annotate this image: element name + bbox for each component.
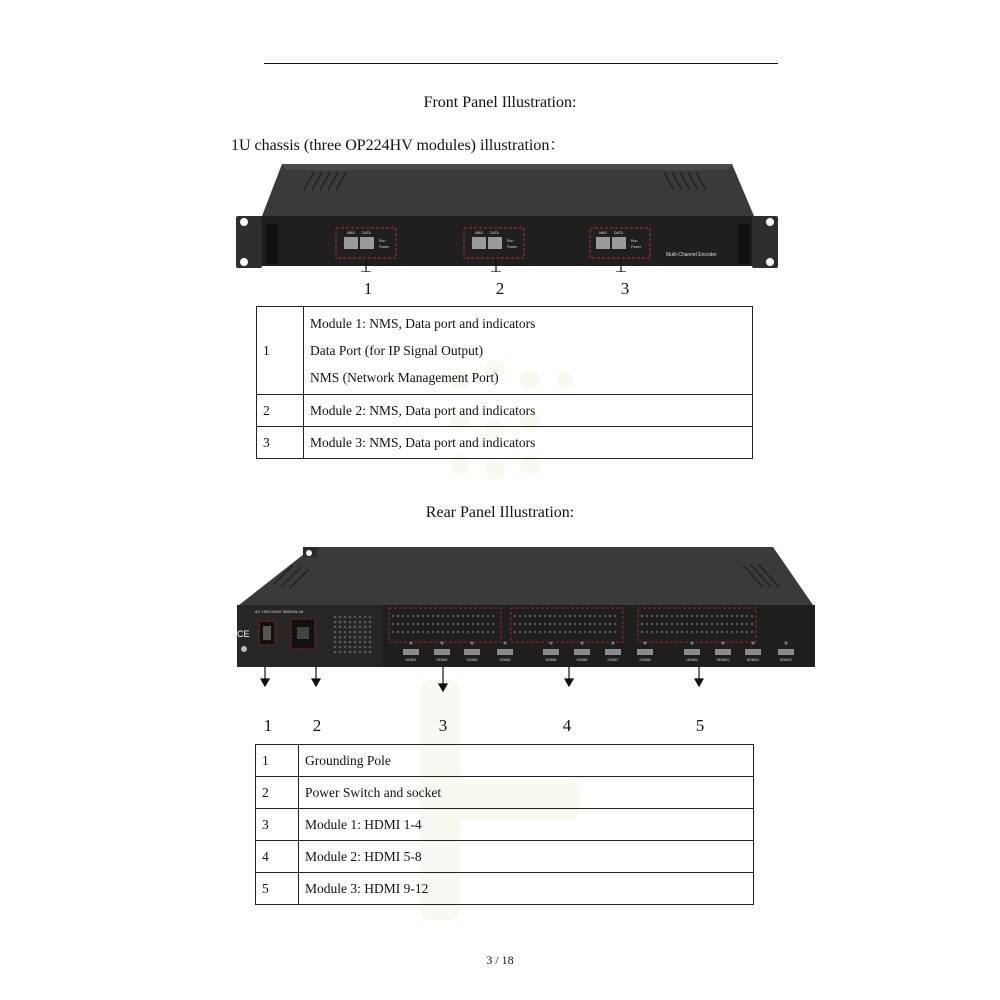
svg-text:HDMI2: HDMI2 xyxy=(436,658,448,662)
svg-text:Power: Power xyxy=(507,245,517,249)
power-rating: AC 100V-240V 50/60Hz 2A xyxy=(255,609,304,614)
svg-text:HDMI4: HDMI4 xyxy=(499,658,511,662)
svg-text:HDMI5: HDMI5 xyxy=(545,658,557,662)
svg-text:HDMI1: HDMI1 xyxy=(405,658,417,662)
page-number: 3 / 18 xyxy=(486,953,514,967)
front-callout-2: 2 xyxy=(495,279,505,298)
rear-callout-1: 1 xyxy=(263,716,273,735)
row-description: Module 3: NMS, Data port and indicators xyxy=(304,427,753,459)
rear-callout-5: 5 xyxy=(695,716,705,735)
svg-text:DATA: DATA xyxy=(362,231,371,235)
row-description: Module 3: HDMI 9-12 xyxy=(299,873,754,905)
device-label: Multi-Channel Encoder xyxy=(666,252,717,258)
rear-panel-title: Rear Panel Illustration: xyxy=(425,504,575,521)
svg-text:Power: Power xyxy=(631,245,641,249)
header-rule xyxy=(264,63,778,64)
ground-icon xyxy=(241,646,247,652)
row-description: Power Switch and socket xyxy=(299,777,754,809)
rear-panel-table xyxy=(255,744,754,905)
svg-text:Run: Run xyxy=(379,239,386,243)
rear-callout-4: 4 xyxy=(562,716,572,735)
svg-text:NMS: NMS xyxy=(599,231,607,235)
table-row xyxy=(257,307,753,395)
svg-text:Run: Run xyxy=(631,239,638,243)
row-number: 3 xyxy=(256,809,299,841)
table-row xyxy=(257,395,753,427)
svg-text:HDMI7: HDMI7 xyxy=(607,658,619,662)
svg-text:HDMI9: HDMI9 xyxy=(686,658,698,662)
svg-text:HDMI3: HDMI3 xyxy=(466,658,478,662)
row-number: 1 xyxy=(257,307,304,395)
front-panel-table xyxy=(256,306,753,459)
row-description: Module 2: NMS, Data port and indicators xyxy=(304,395,753,427)
row-number: 1 xyxy=(256,745,299,777)
row-description: Module 2: HDMI 5-8 xyxy=(299,841,754,873)
rear-panel-illustration xyxy=(233,545,817,695)
row-description: Module 1: NMS, Data port and indicators Data Port (for IP Signal Output) NMS (Network Management Port) xyxy=(304,307,753,395)
ce-mark: CE xyxy=(237,629,250,639)
front-callout-1: 1 xyxy=(363,279,373,298)
svg-text:HDMI11: HDMI11 xyxy=(746,658,760,662)
rear-callout-2: 2 xyxy=(312,716,322,735)
table-row xyxy=(256,745,754,777)
row-number: 3 xyxy=(257,427,304,459)
table-row xyxy=(256,777,754,809)
svg-text:DATA: DATA xyxy=(490,231,499,235)
front-panel-title: Front Panel Illustration: xyxy=(423,94,577,111)
table-row xyxy=(256,841,754,873)
svg-text:HDMI10: HDMI10 xyxy=(716,658,730,662)
svg-text:Run: Run xyxy=(507,239,514,243)
svg-text:HDMI6: HDMI6 xyxy=(576,658,588,662)
table-row xyxy=(256,809,754,841)
row-number: 2 xyxy=(256,777,299,809)
front-panel-illustration xyxy=(234,160,780,272)
front-panel-subtitle: 1U chassis (three OP224HV modules) illustration： xyxy=(231,137,566,154)
svg-text:NMS: NMS xyxy=(475,231,483,235)
rear-callout-3: 3 xyxy=(438,716,448,735)
svg-text:DATA: DATA xyxy=(614,231,623,235)
front-callout-3: 3 xyxy=(620,279,630,298)
row-number: 5 xyxy=(256,873,299,905)
row-description: Module 1: HDMI 1-4 xyxy=(299,809,754,841)
row-number: 4 xyxy=(256,841,299,873)
row-number: 2 xyxy=(257,395,304,427)
svg-text:NMS: NMS xyxy=(347,231,355,235)
svg-text:HDMI12: HDMI12 xyxy=(779,658,793,662)
svg-text:HDMI8: HDMI8 xyxy=(639,658,651,662)
svg-text:Power: Power xyxy=(379,245,389,249)
table-row xyxy=(257,427,753,459)
row-description: Grounding Pole xyxy=(299,745,754,777)
table-row xyxy=(256,873,754,905)
